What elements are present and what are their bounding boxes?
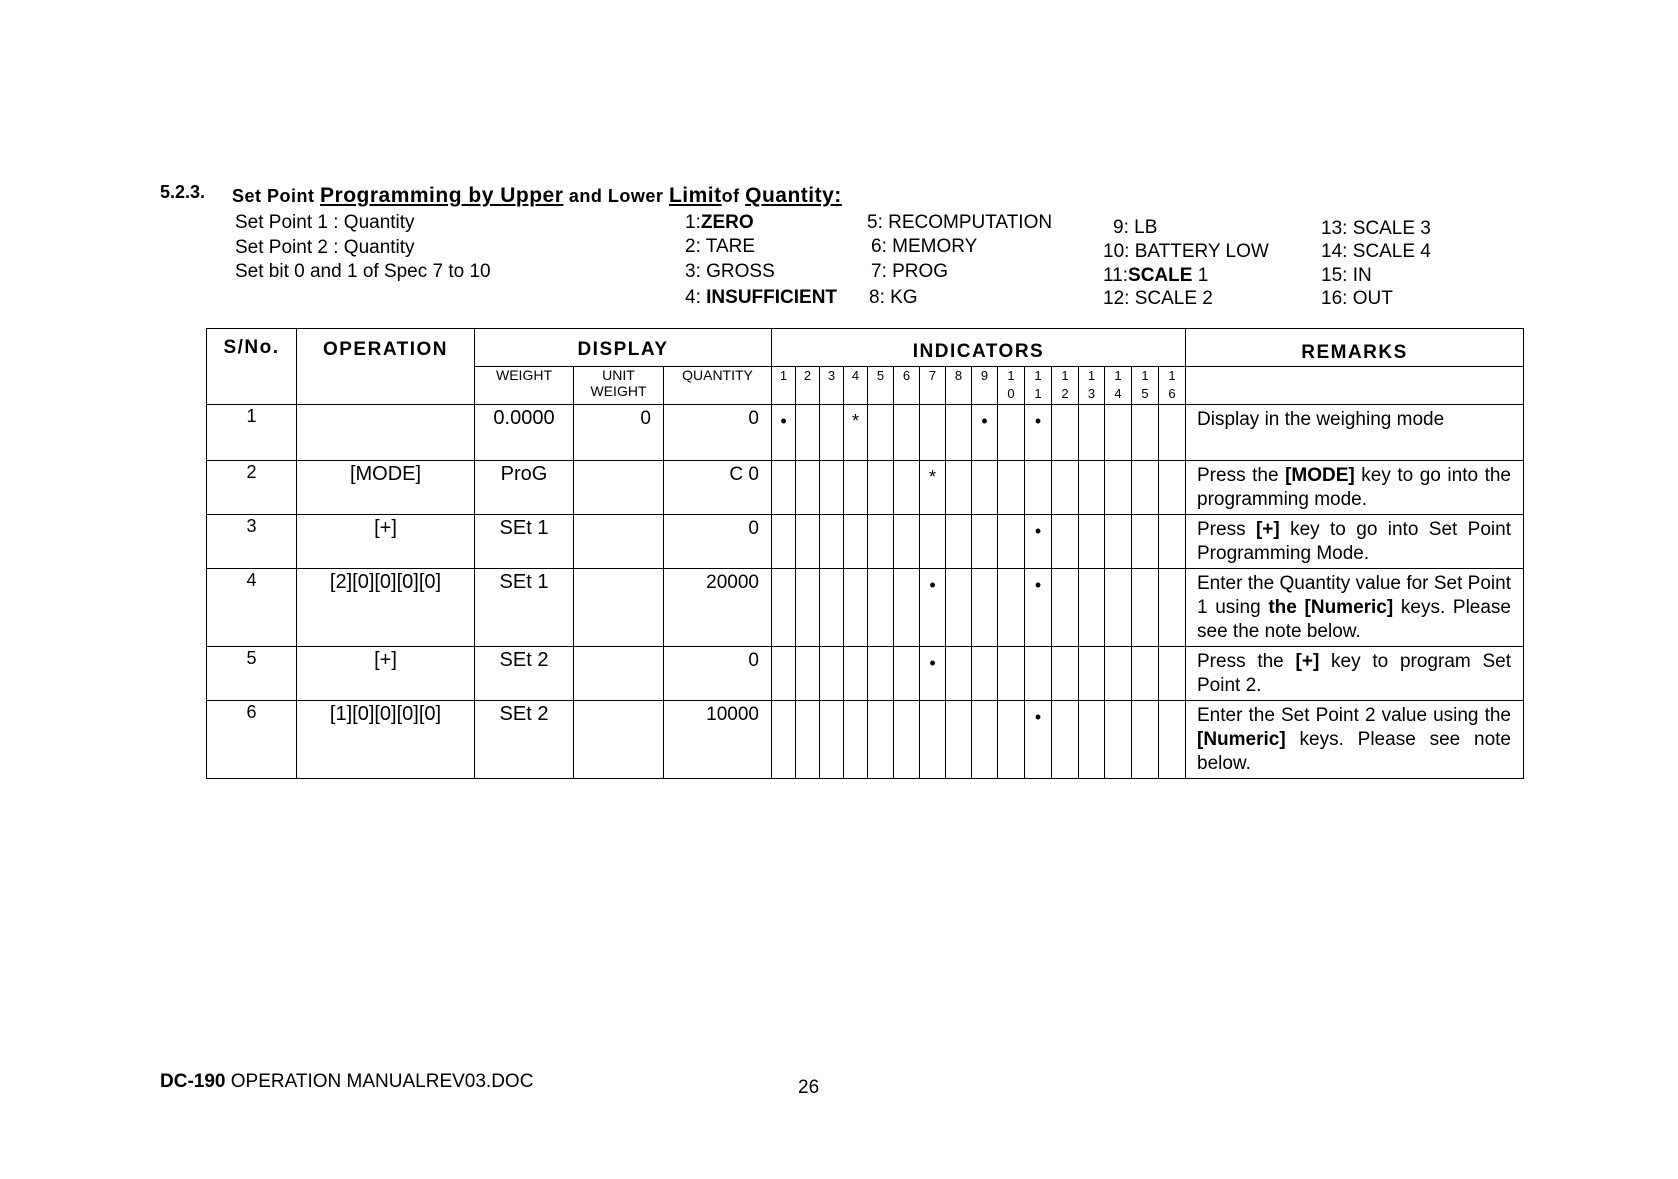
row-sno: 3 <box>207 515 297 569</box>
row-sno: 2 <box>207 461 297 515</box>
remark-segment: [+] <box>1295 651 1320 672</box>
indicator-cell-9 <box>972 647 998 701</box>
indicator-cell-5 <box>868 515 894 569</box>
table-row <box>207 569 1524 647</box>
indicator-cell-15 <box>1132 701 1159 779</box>
header-indicator-11 <box>1025 367 1052 405</box>
remark-segment: Press the <box>1197 465 1286 486</box>
indicator-cell-13 <box>1079 701 1105 779</box>
legend-item-10: 10: BATTERY LOW <box>1103 241 1269 262</box>
title-of: of <box>721 186 740 206</box>
indicator-cell-14 <box>1105 647 1132 701</box>
indicator-cell-12 <box>1052 647 1079 701</box>
row-weight: SEt 2 <box>475 701 574 779</box>
header-indicator-9 <box>972 367 998 405</box>
indicator-cell-2 <box>796 569 820 647</box>
row-operation: [+] <box>297 515 475 569</box>
indicator-cell-10 <box>998 515 1025 569</box>
indicator-cell-12 <box>1052 405 1079 461</box>
indicator-cell-4 <box>844 647 868 701</box>
legend-item-11 <box>1103 265 1208 287</box>
indicator-cell-8 <box>946 515 972 569</box>
indicator-cell-16 <box>1159 569 1186 647</box>
info-line-1: Set Point 1 : Quantity <box>235 212 415 233</box>
indicator-cell-1 <box>772 461 796 515</box>
info-line-2: Set Point 2 : Quantity <box>235 237 415 258</box>
indicator-cell-13 <box>1079 647 1105 701</box>
header-indicator-digit-1: 1 <box>779 368 788 383</box>
row-quantity: 10000 <box>664 701 772 779</box>
header-indicator-digit-1: 9 <box>980 368 989 383</box>
indicator-cell-13 <box>1079 569 1105 647</box>
remark-segment: key to program Set Point 2. <box>1197 651 1511 696</box>
remark-segment: Display in the weighing mode <box>1197 409 1445 430</box>
legend-11-num: 11: <box>1103 265 1129 286</box>
header-indicator-10 <box>998 367 1025 405</box>
remark-segment: Enter the Set Point 2 value using the <box>1197 705 1511 726</box>
header-indicator-12 <box>1052 367 1079 405</box>
row-unit-weight <box>574 569 664 647</box>
indicator-cell-9 <box>972 461 998 515</box>
row-quantity: 0 <box>664 515 772 569</box>
indicator-cell-4 <box>844 569 868 647</box>
header-operation: OPERATION <box>297 329 475 405</box>
indicator-cell-13 <box>1079 405 1105 461</box>
indicator-cell-8 <box>946 461 972 515</box>
page-number: 26 <box>798 1077 820 1098</box>
indicator-cell-6 <box>894 701 920 779</box>
header-indicator-1 <box>772 367 796 405</box>
row-sno: 1 <box>207 405 297 461</box>
header-indicator-digit-1: 8 <box>954 368 963 383</box>
legend-11-suffix: 1 <box>1197 265 1209 286</box>
indicator-cell-13 <box>1079 461 1105 515</box>
remark-segment: Press <box>1197 519 1256 540</box>
row-weight: SEt 1 <box>475 515 574 569</box>
legend-item-15: 15: IN <box>1321 265 1372 286</box>
indicator-cell-8 <box>946 701 972 779</box>
header-indicator-digit-2: 6 <box>1168 386 1176 401</box>
section-title <box>232 184 842 208</box>
table-row <box>207 405 1524 461</box>
indicator-cell-14 <box>1105 515 1132 569</box>
row-weight: ProG <box>475 461 574 515</box>
indicator-cell-5 <box>868 701 894 779</box>
indicator-cell-16 <box>1159 647 1186 701</box>
indicator-cell-11 <box>1025 647 1052 701</box>
indicator-cell-1: • <box>772 405 796 461</box>
indicator-cell-1 <box>772 647 796 701</box>
indicator-cell-8 <box>946 647 972 701</box>
indicator-cell-7: • <box>920 569 946 647</box>
indicator-cell-14 <box>1105 701 1132 779</box>
legend-item-7: 7: PROG <box>871 261 949 282</box>
header-indicators: INDICATORS <box>772 329 1186 367</box>
footer-doc-name: OPERATION MANUALREV03.DOC <box>230 1071 534 1092</box>
title-pre: Set Point <box>232 186 315 206</box>
indicator-cell-6 <box>894 515 920 569</box>
header-display: DISPLAY <box>475 329 772 367</box>
remark-segment: key to go into Set Point Programming Mode. <box>1197 519 1511 564</box>
footer-doc-code: DC-190 <box>160 1071 226 1092</box>
indicator-cell-16 <box>1159 701 1186 779</box>
legend-item-5: 5: RECOMPUTATION <box>867 212 1053 233</box>
indicator-cell-7 <box>920 405 946 461</box>
indicator-cell-2 <box>796 647 820 701</box>
indicator-cell-16 <box>1159 461 1186 515</box>
table-row <box>207 461 1524 515</box>
indicator-cell-10 <box>998 461 1025 515</box>
header-indicator-16 <box>1159 367 1186 405</box>
row-remark <box>1186 461 1524 515</box>
indicator-cell-1 <box>772 515 796 569</box>
indicator-cell-6 <box>894 405 920 461</box>
header-indicator-13 <box>1079 367 1105 405</box>
set-point-table <box>206 328 1524 779</box>
header-sno: S/No. <box>207 329 297 405</box>
indicator-cell-4: * <box>844 405 868 461</box>
legend-1-num: 1: <box>685 212 701 233</box>
legend-item-13: 13: SCALE 3 <box>1321 218 1431 239</box>
indicator-cell-6 <box>894 569 920 647</box>
row-quantity: 20000 <box>664 569 772 647</box>
title-underline-1: Programming by Upper <box>320 184 564 207</box>
row-remark <box>1186 701 1524 779</box>
indicator-cell-14 <box>1105 405 1132 461</box>
row-operation <box>297 405 475 461</box>
row-weight: 0.0000 <box>475 405 574 461</box>
header-weight: WEIGHT <box>475 367 574 405</box>
header-indicator-digit-1: 1 <box>1061 368 1069 383</box>
row-unit-weight: 0 <box>574 405 664 461</box>
indicator-cell-11: • <box>1025 515 1052 569</box>
header-indicator-digit-2: 1 <box>1034 386 1042 401</box>
remark-segment: Press the <box>1197 651 1296 672</box>
legend-item-14: 14: SCALE 4 <box>1321 241 1431 262</box>
row-quantity: 0 <box>664 647 772 701</box>
indicator-cell-11: • <box>1025 701 1052 779</box>
indicator-cell-13 <box>1079 515 1105 569</box>
row-unit-weight <box>574 701 664 779</box>
header-indicator-digit-1: 7 <box>928 368 937 383</box>
legend-item-4 <box>685 287 837 309</box>
indicator-cell-14 <box>1105 569 1132 647</box>
indicator-cell-5 <box>868 647 894 701</box>
indicator-cell-14 <box>1105 461 1132 515</box>
indicator-cell-5 <box>868 569 894 647</box>
indicator-cell-5 <box>868 461 894 515</box>
header-quantity: QUANTITY <box>664 367 772 405</box>
footer-doc <box>160 1071 533 1093</box>
indicator-cell-10 <box>998 647 1025 701</box>
indicator-cell-11: • <box>1025 569 1052 647</box>
indicator-cell-2 <box>796 461 820 515</box>
header-indicator-digit-2: 5 <box>1141 386 1149 401</box>
indicator-cell-9 <box>972 515 998 569</box>
row-unit-weight <box>574 647 664 701</box>
remark-segment: [Numeric] <box>1197 729 1286 750</box>
indicator-cell-11 <box>1025 461 1052 515</box>
legend-item-9: 9: LB <box>1113 217 1158 238</box>
legend-1-label: ZERO <box>700 212 754 233</box>
header-indicator-digit-1: 2 <box>803 368 812 383</box>
indicator-cell-15 <box>1132 405 1159 461</box>
legend-item-3: 3: GROSS <box>685 261 775 282</box>
header-indicator-digit-2: 3 <box>1087 386 1096 401</box>
indicator-cell-9 <box>972 569 998 647</box>
indicator-cell-3 <box>820 461 844 515</box>
header-indicator-digit-1: 3 <box>827 368 836 383</box>
indicator-cell-3 <box>820 569 844 647</box>
row-sno: 6 <box>207 701 297 779</box>
indicator-cell-2 <box>796 701 820 779</box>
row-operation: [2][0][0][0][0] <box>297 569 475 647</box>
row-sno: 4 <box>207 569 297 647</box>
indicator-cell-1 <box>772 701 796 779</box>
remark-segment: [+] <box>1255 519 1280 540</box>
table-row <box>207 701 1524 779</box>
indicator-cell-11: • <box>1025 405 1052 461</box>
row-weight: SEt 1 <box>475 569 574 647</box>
legend-item-6: 6: MEMORY <box>871 236 978 257</box>
legend-11-label: SCALE <box>1128 265 1193 286</box>
indicator-cell-3 <box>820 405 844 461</box>
legend-item-1 <box>685 212 754 234</box>
info-line-3: Set bit 0 and 1 of Spec 7 to 10 <box>235 261 491 282</box>
header-indicator-digit-2: 4 <box>1114 386 1122 401</box>
row-unit-weight <box>574 461 664 515</box>
header-indicator-digit-1: 1 <box>1168 368 1176 383</box>
header-indicator-digit-1: 1 <box>1114 368 1122 383</box>
indicator-cell-7 <box>920 515 946 569</box>
indicator-cell-5 <box>868 405 894 461</box>
remark-segment: Enter the Quantity value for Set Point 1 using <box>1197 573 1511 618</box>
indicator-cell-3 <box>820 515 844 569</box>
indicator-cell-4 <box>844 461 868 515</box>
row-remark <box>1186 569 1524 647</box>
header-indicator-3 <box>820 367 844 405</box>
table-row <box>207 515 1524 569</box>
table-row <box>207 647 1524 701</box>
row-operation: [MODE] <box>297 461 475 515</box>
header-remarks: REMARKS <box>1186 329 1524 367</box>
header-remarks-blank <box>1186 367 1524 405</box>
indicator-cell-9 <box>972 701 998 779</box>
header-indicator-digit-1: 6 <box>902 368 911 383</box>
header-unit-weight <box>574 367 664 405</box>
header-indicator-2 <box>796 367 820 405</box>
indicator-cell-12 <box>1052 701 1079 779</box>
indicator-cell-7 <box>920 701 946 779</box>
row-operation: [1][0][0][0][0] <box>297 701 475 779</box>
row-sno: 5 <box>207 647 297 701</box>
remark-segment: the [Numeric] <box>1268 597 1394 618</box>
indicator-cell-4 <box>844 701 868 779</box>
section-number: 5.2.3. <box>160 182 206 202</box>
indicator-cell-12 <box>1052 461 1079 515</box>
header-indicator-digit-1: 5 <box>876 368 885 383</box>
header-indicator-digit-1: 1 <box>1141 368 1149 383</box>
indicator-cell-16 <box>1159 405 1186 461</box>
header-indicator-digit-2: 0 <box>1007 386 1015 401</box>
indicator-cell-8 <box>946 405 972 461</box>
indicator-cell-10 <box>998 701 1025 779</box>
title-mid: and Lower <box>568 186 664 206</box>
indicator-cell-7: • <box>920 647 946 701</box>
indicator-cell-6 <box>894 647 920 701</box>
title-underline-3: Quantity: <box>745 184 842 207</box>
header-indicator-15 <box>1132 367 1159 405</box>
header-indicator-6 <box>894 367 920 405</box>
indicator-cell-12 <box>1052 569 1079 647</box>
indicator-cell-3 <box>820 701 844 779</box>
indicator-cell-15 <box>1132 569 1159 647</box>
header-indicator-digit-2: 2 <box>1061 386 1069 401</box>
header-indicator-digit-1: 1 <box>1007 368 1015 383</box>
indicator-cell-15 <box>1132 461 1159 515</box>
header-indicator-7 <box>920 367 946 405</box>
row-weight: SEt 2 <box>475 647 574 701</box>
row-unit-weight <box>574 515 664 569</box>
indicator-cell-2 <box>796 405 820 461</box>
indicator-cell-9: • <box>972 405 998 461</box>
legend-item-2: 2: TARE <box>685 236 756 257</box>
legend-item-12: 12: SCALE 2 <box>1103 288 1213 309</box>
indicator-cell-7: * <box>920 461 946 515</box>
row-remark <box>1186 515 1524 569</box>
header-indicator-4 <box>844 367 868 405</box>
indicator-cell-12 <box>1052 515 1079 569</box>
legend-4-num: 4: <box>685 287 701 308</box>
row-operation: [+] <box>297 647 475 701</box>
header-indicator-14 <box>1105 367 1132 405</box>
indicator-cell-3 <box>820 647 844 701</box>
row-remark <box>1186 405 1524 461</box>
header-indicator-8 <box>946 367 972 405</box>
indicator-cell-8 <box>946 569 972 647</box>
row-remark <box>1186 647 1524 701</box>
indicator-cell-10 <box>998 405 1025 461</box>
remark-segment: [MODE] <box>1285 465 1355 486</box>
indicator-cell-2 <box>796 515 820 569</box>
indicator-cell-4 <box>844 515 868 569</box>
row-quantity: C 0 <box>664 461 772 515</box>
header-indicator-digit-1: 1 <box>1087 368 1096 383</box>
header-unit-weight-line2: WEIGHT <box>590 383 647 399</box>
remark-segment: key to go into the programming mode. <box>1197 465 1511 510</box>
indicator-cell-15 <box>1132 515 1159 569</box>
header-indicator-5 <box>868 367 894 405</box>
indicator-cell-16 <box>1159 515 1186 569</box>
title-underline-2: Limit <box>668 184 722 207</box>
header-unit-weight-line1: UNIT <box>602 367 635 383</box>
header-indicator-digit-1: 4 <box>851 368 860 383</box>
legend-4-label: INSUFFICIENT <box>706 287 838 308</box>
indicator-cell-15 <box>1132 647 1159 701</box>
legend-item-16: 16: OUT <box>1321 288 1393 309</box>
indicator-cell-1 <box>772 569 796 647</box>
indicator-cell-10 <box>998 569 1025 647</box>
legend-item-8: 8: KG <box>869 287 918 308</box>
remark-segment: keys. Please see note below. <box>1197 729 1511 774</box>
remark-segment: keys. Please see the note below. <box>1197 597 1511 642</box>
row-quantity: 0 <box>664 405 772 461</box>
indicator-cell-6 <box>894 461 920 515</box>
header-indicator-digit-1: 1 <box>1034 368 1042 383</box>
